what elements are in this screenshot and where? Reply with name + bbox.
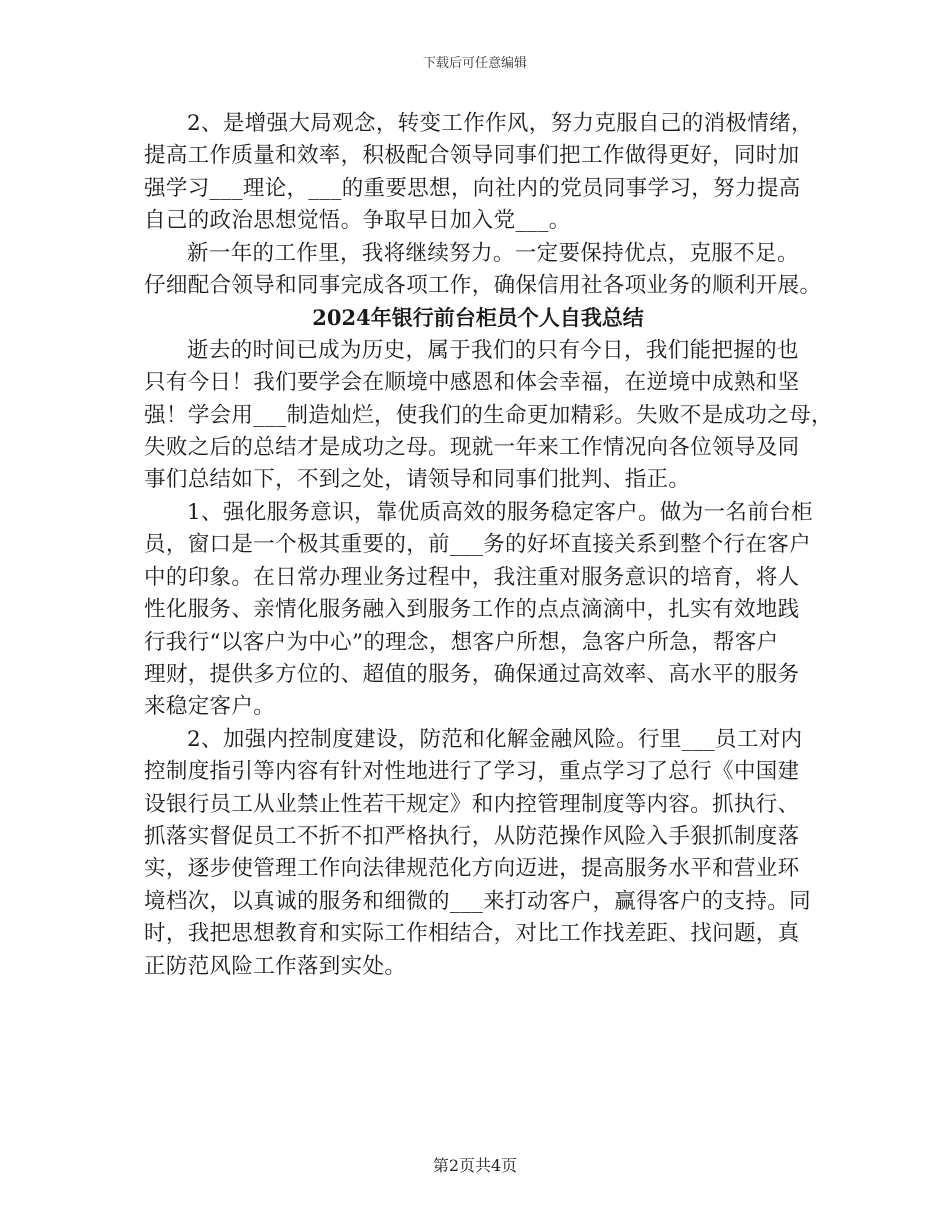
text-line: 新一年的工作里，我将继续努力。一定要保持优点，克服不足。 xyxy=(187,240,799,266)
text-line: 实，逐步使管理工作向法律规范化方向迈进，提高服务水平和营业环 xyxy=(144,856,800,882)
text-line: 理财，提供多方位的、超值的服务，确保通过高效率、高水平的服务 xyxy=(144,661,800,687)
text-line: 仔细配合领导和同事完成各项工作，确保信用社各项业务的顺利开展。 xyxy=(144,273,822,299)
text-line: 逝去的时间已成为历史，属于我们的只有今日，我们能把握的也 xyxy=(187,337,799,363)
paragraph xyxy=(144,724,812,983)
text-line: 时，我把思想教育和实际工作相结合，对比工作找差距、找问题，真 xyxy=(144,921,800,947)
text-line: 员，窗口是一个极其重要的，前___务的好坏直接关系到整个行在客户 xyxy=(144,532,811,558)
text-line: 设银行员工从业禁止性若干规定》和内控管理制度等内容。抓执行、 xyxy=(144,791,800,817)
page-footer: 第2页共4页 xyxy=(432,1156,518,1175)
text-line: 抓落实督促员工不折不扣严格执行，从防范操作风险入手狠抓制度落 xyxy=(144,823,800,849)
text-line: 自己的政治思想觉悟。争取早日加入党___。 xyxy=(144,208,571,234)
text-line: 提高工作质量和效率，积极配合领导同事们把工作做得更好，同时加 xyxy=(144,143,800,169)
text-line: 强！学会用___制造灿烂，使我们的生命更加精彩。失败不是成功之母， xyxy=(144,402,833,428)
text-line: 行我行“以客户为中心”的理念，想客户所想，急客户所急，帮客户 xyxy=(144,629,779,655)
text-line: 事们总结如下，不到之处，请领导和同事们批判、指正。 xyxy=(144,467,691,493)
text-line: 1、强化服务意识，靠优质高效的服务稳定客户。做为一名前台柜 xyxy=(187,499,813,525)
text-line: 来稳定客户。 xyxy=(144,694,276,720)
text-line: 境档次，以真诚的服务和细微的___来打动客户，赢得客户的支持。同 xyxy=(144,888,811,914)
text-line: 控制度指引等内容有针对性地进行了学习，重点学习了总行《中国建 xyxy=(144,759,800,785)
document-body xyxy=(144,108,833,983)
paragraph xyxy=(144,108,812,238)
text-line: 中的印象。在日常办理业务过程中，我注重对服务意识的培育，将人 xyxy=(144,564,800,590)
section-title: 2024年银行前台柜员个人自我总结 xyxy=(312,305,644,331)
text-line: 只有今日！我们要学会在顺境中感恩和体会幸福，在逆境中成熟和坚 xyxy=(144,370,800,396)
paragraph xyxy=(144,497,812,724)
text-line: 性化服务、亲情化服务融入到服务工作的点点滴滴中，扎实有效地践 xyxy=(144,597,800,623)
text-line: 失败之后的总结才是成功之母。现就一年来工作情况向各位领导及同 xyxy=(144,435,800,461)
text-line: 2、是增强大局观念，转变工作作风，努力克服自己的消极情绪， xyxy=(187,111,813,136)
text-line: 正防范风险工作落到实处。 xyxy=(144,953,407,979)
text-line: 2、加强内控制度建设，防范和化解金融风险。行里___员工对内 xyxy=(187,726,803,752)
text-line: 强学习___理论，___的重要思想，向社内的党员同事学习，努力提高 xyxy=(144,175,801,201)
paragraph xyxy=(144,335,833,497)
page-header: 下载后可任意编辑 xyxy=(422,56,527,71)
paragraph xyxy=(144,238,822,303)
